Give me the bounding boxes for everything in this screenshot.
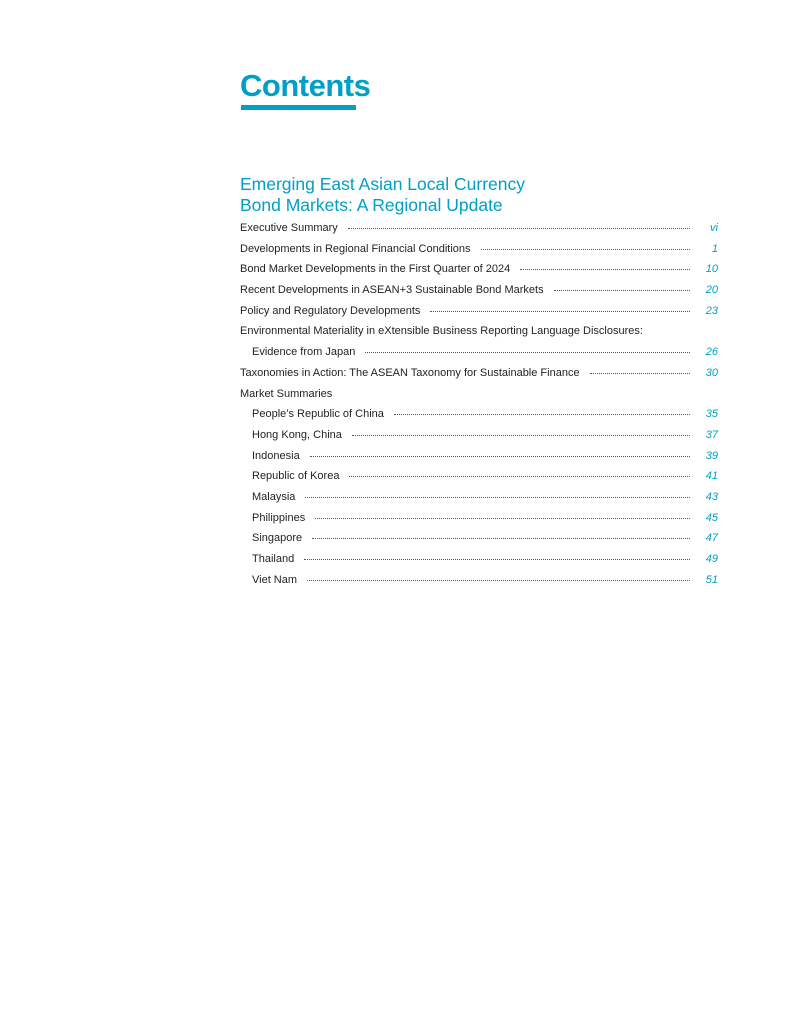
toc-entry-label: Market Summaries [240,387,333,400]
toc-page-number: 41 [705,470,718,483]
toc-entry-label: Viet Nam [252,573,298,586]
dot-leader [304,558,690,560]
section-heading [240,174,525,216]
table-of-contents [240,218,718,590]
dot-leader [312,537,690,539]
toc-entry-market-philippines[interactable] [240,508,718,529]
toc-page-number: 23 [705,304,718,317]
toc-entry-label: Bond Market Developments in the First Quarter of 2024 [240,263,511,276]
toc-entry-label: Environmental Materiality in eXtensible Business Reporting Language Disclosures: [240,325,643,338]
toc-entry-label: Developments in Regional Financial Conditions [240,242,471,255]
toc-entry-regional-financial-conditions[interactable] [240,239,718,260]
dot-leader [520,268,690,270]
dot-leader [352,434,690,436]
dot-leader [590,372,690,374]
toc-page-number: 47 [705,532,718,545]
toc-entry-label: Malaysia [252,490,296,503]
toc-entry-market-indonesia[interactable] [240,446,718,467]
dot-leader [430,310,690,312]
dot-leader [394,413,690,415]
toc-page-number: 1 [711,242,718,255]
section-heading-line-1: Emerging East Asian Local Currency [240,174,525,194]
toc-entry-policy-regulatory[interactable] [240,301,718,322]
toc-page-number: 51 [705,573,718,586]
toc-entry-label: People’s Republic of China [252,408,384,421]
toc-entry-label: Indonesia [252,449,300,462]
toc-entry-label: Hong Kong, China [252,428,342,441]
toc-entry-executive-summary[interactable] [240,218,718,239]
dot-leader [365,351,690,353]
toc-page-number: 39 [705,449,718,462]
dot-leader [554,289,690,291]
toc-page-number: 26 [705,346,718,359]
toc-entry-label: Policy and Regulatory Developments [240,304,421,317]
toc-entry-market-viet-nam[interactable] [240,570,718,591]
title-underline [241,105,356,110]
dot-leader [348,227,690,229]
toc-entry-label: Singapore [252,532,303,545]
toc-entry-label: Executive Summary [240,222,338,234]
toc-page-number: 30 [705,366,718,379]
toc-page-number: vi [710,222,718,234]
toc-entry-market-singapore[interactable] [240,528,718,549]
toc-entry-label: Republic of Korea [252,470,340,483]
section-heading-line-2: Bond Markets: A Regional Update [240,195,503,215]
dot-leader [349,475,690,477]
dot-leader [481,248,690,250]
dot-leader [315,517,690,519]
toc-page-number: 49 [705,553,718,565]
toc-page-number: 37 [705,428,718,441]
toc-entry-sustainable-bond-markets[interactable] [240,280,718,301]
toc-entry-market-summaries [240,384,718,405]
toc-page-number: 20 [705,284,718,297]
toc-entry-label: Taxonomies in Action: The ASEAN Taxonomy for Sustainable Finance [240,366,580,379]
toc-entry-label: Philippines [252,511,306,524]
toc-entry-environmental-materiality-line-1[interactable] [240,321,718,342]
toc-entry-market-hong-kong[interactable] [240,425,718,446]
dot-leader [305,496,690,498]
toc-entry-market-korea[interactable] [240,466,718,487]
toc-entry-label: Thailand [252,553,295,565]
dot-leader [307,579,690,581]
toc-entry-bond-market-developments[interactable] [240,259,718,280]
toc-page-number: 43 [705,490,718,503]
toc-entry-label: Evidence from Japan [252,346,356,359]
dot-leader [310,455,690,457]
toc-entry-market-thailand[interactable] [240,549,718,570]
toc-entry-market-prc[interactable] [240,404,718,425]
page-title: Contents [240,68,371,103]
toc-page-number: 45 [705,511,718,524]
toc-entry-label: Recent Developments in ASEAN+3 Sustainable Bond Markets [240,284,544,297]
toc-page-number: 35 [705,408,718,421]
toc-page-number: 10 [705,263,718,276]
toc-entry-environmental-materiality-line-2[interactable] [240,342,718,363]
toc-entry-taxonomies-in-action[interactable] [240,363,718,384]
toc-entry-market-malaysia[interactable] [240,487,718,508]
